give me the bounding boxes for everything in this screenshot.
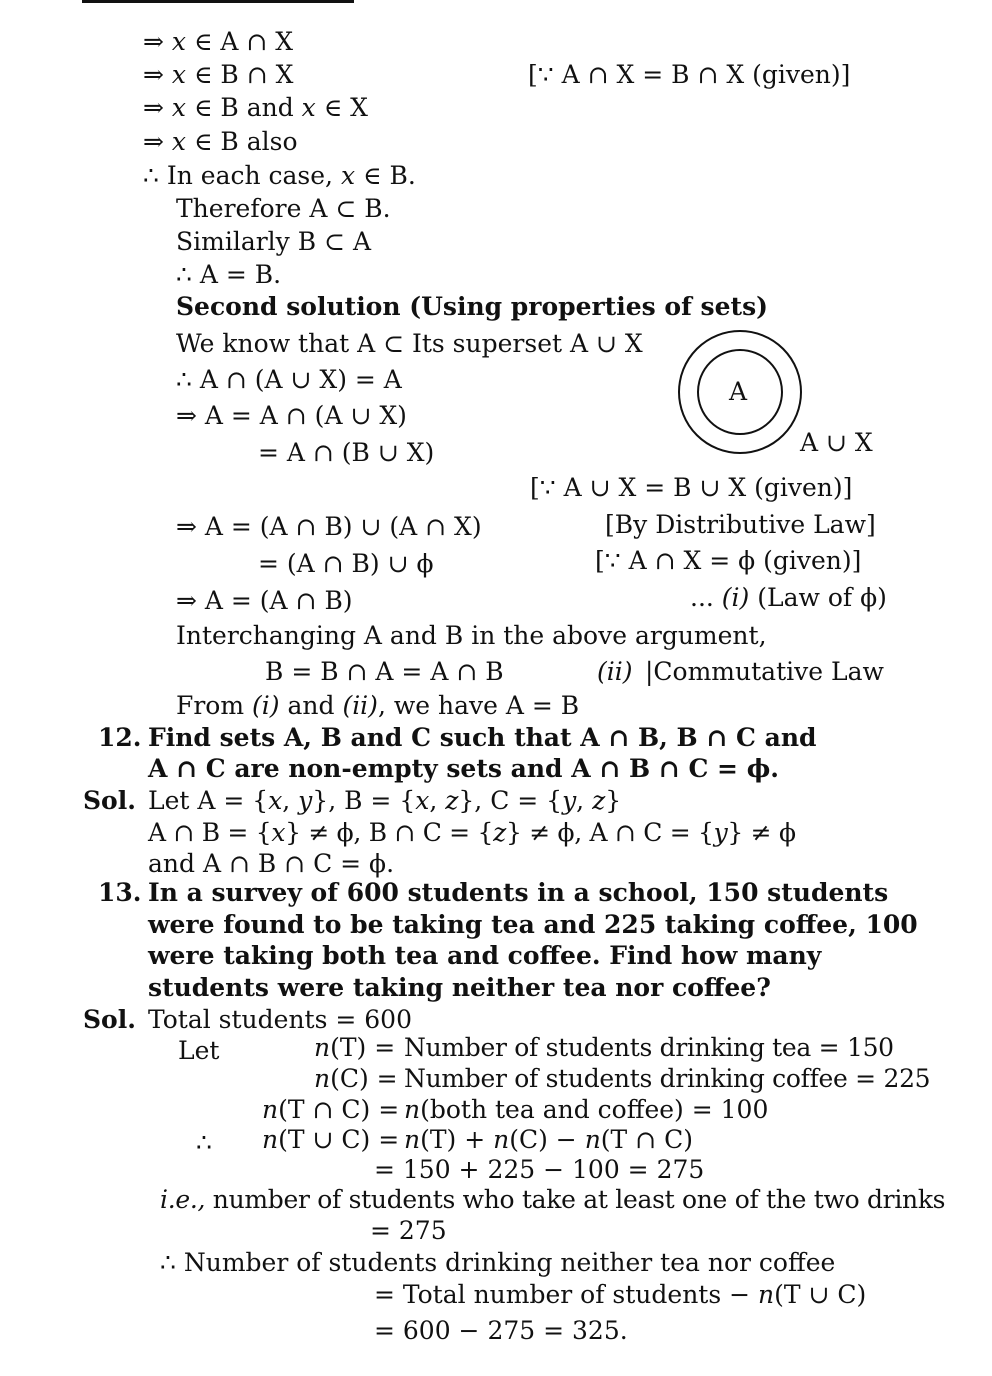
proof-line-1: ⇒ 𝑥 ∈ A ∩ X [143,27,294,56]
diagram-inner-label: A [729,377,748,406]
second-line-6-reason: [∵ A ∩ X = ϕ (given)] [595,546,862,575]
proof-line-7: Similarly B ⊂ A [176,227,372,256]
q12-line-2: A ∩ C are non-empty sets and A ∩ B ∩ C = ϕ. [148,754,779,783]
q13-line-4: students were taking neither tea nor coffee? [148,973,771,1002]
second-line-4: = A ∩ (B ∪ X) [258,438,435,467]
q13-r4-lhs: 𝑛(T ∪ C) = [262,1125,400,1154]
q13-r3-rhs: 𝑛(both tea and coffee) = 100 [404,1095,769,1124]
second-line-7: ⇒ A = (A ∩ B) [176,586,353,615]
proof-line-5: ∴ In each case, 𝑥 ∈ B. [143,161,416,190]
second-line-4-reason: [∵ A ∪ X = B ∪ X (given)] [530,473,853,502]
second-line-6: = (A ∩ B) ∪ ϕ [258,549,434,578]
q13-ie-line: i.e., number of students who take at least one of the two drinks [160,1185,946,1214]
q13-therefore: ∴ [196,1128,212,1157]
q13-number: 13. [98,878,142,907]
q13-r3-lhs: 𝑛(T ∩ C) = [262,1095,400,1124]
q13-line-2: were found to be taking tea and 225 taking coffee, 100 [148,910,918,939]
second-line-9-number: (ii) [597,657,633,686]
q12-sol-line-3: and A ∩ B ∩ C = ϕ. [148,849,395,878]
q13-ie-value: = 275 [370,1216,447,1245]
q13-r1-rhs: Number of students drinking tea = 150 [404,1033,894,1062]
q13-neither-formula: = Total number of students − 𝑛(T ∪ C) [374,1280,867,1309]
q13-r5: = 150 + 225 − 100 = 275 [374,1155,705,1184]
proof-line-2: ⇒ 𝑥 ∈ B ∩ X [143,60,294,89]
second-line-9: B = B ∩ A = A ∩ B [265,657,504,686]
second-line-5: ⇒ A = (A ∩ B) ∪ (A ∩ X) [176,512,482,541]
q12-line-1: Find sets A, B and C such that A ∩ B, B ∩ C and [148,723,817,752]
q13-r2-lhs: 𝑛(C) = [314,1064,398,1093]
q12-number: 12. [98,723,142,752]
second-line-10: From (i) and (ii), we have A = B [176,691,580,720]
q13-let: Let [178,1036,220,1065]
proof-line-8: ∴ A = B. [176,260,282,289]
top-rule [82,0,354,3]
second-line-2: ∴ A ∩ (A ∪ X) = A [176,365,402,394]
q13-r4-rhs: 𝑛(T) + 𝑛(C) − 𝑛(T ∩ C) [404,1125,693,1154]
q12-sol-line-2: A ∩ B = {𝑥} ≠ ϕ, B ∩ C = {𝑧} ≠ ϕ, A ∩ C = {𝑦} ≠ ϕ [148,818,796,847]
proof-line-4: ⇒ 𝑥 ∈ B also [143,127,298,156]
second-line-5-reason: [By Distributive Law] [605,510,876,539]
second-line-7-reason: ... (i) (Law of ϕ) [690,583,887,612]
q13-r2-rhs: Number of students drinking coffee = 225 [404,1064,931,1093]
second-solution-heading: Second solution (Using properties of sets) [176,292,768,321]
second-line-1: We know that A ⊂ Its superset A ∪ X [176,329,643,358]
q13-sol-label: Sol. [83,1005,136,1034]
second-line-8: Interchanging A and B in the above argument, [176,621,767,650]
q13-final-answer: = 600 − 275 = 325. [374,1316,628,1345]
q13-total-students: Total students = 600 [148,1005,412,1034]
proof-line-6: Therefore A ⊂ B. [176,194,391,223]
diagram-outer-label: A ∪ X [800,428,873,457]
q12-sol-label: Sol. [83,786,136,815]
q12-sol-line-1: Let A = {𝑥, 𝑦}, B = {𝑥, 𝑧}, C = {𝑦, 𝑧} [148,786,622,815]
q13-line-3: were taking both tea and coffee. Find how many [148,941,822,970]
q13-r1-lhs: 𝑛(T) = [314,1033,396,1062]
q13-neither-line: ∴ Number of students drinking neither tea nor coffee [160,1248,836,1277]
q13-line-1: In a survey of 600 students in a school, 150 students [148,878,889,907]
second-line-9-reason: |Commutative Law [645,657,884,686]
proof-line-2-reason: [∵ A ∩ X = B ∩ X (given)] [528,60,851,89]
proof-line-3: ⇒ 𝑥 ∈ B and 𝑥 ∈ X [143,93,368,122]
second-line-3: ⇒ A = A ∩ (A ∪ X) [176,401,407,430]
